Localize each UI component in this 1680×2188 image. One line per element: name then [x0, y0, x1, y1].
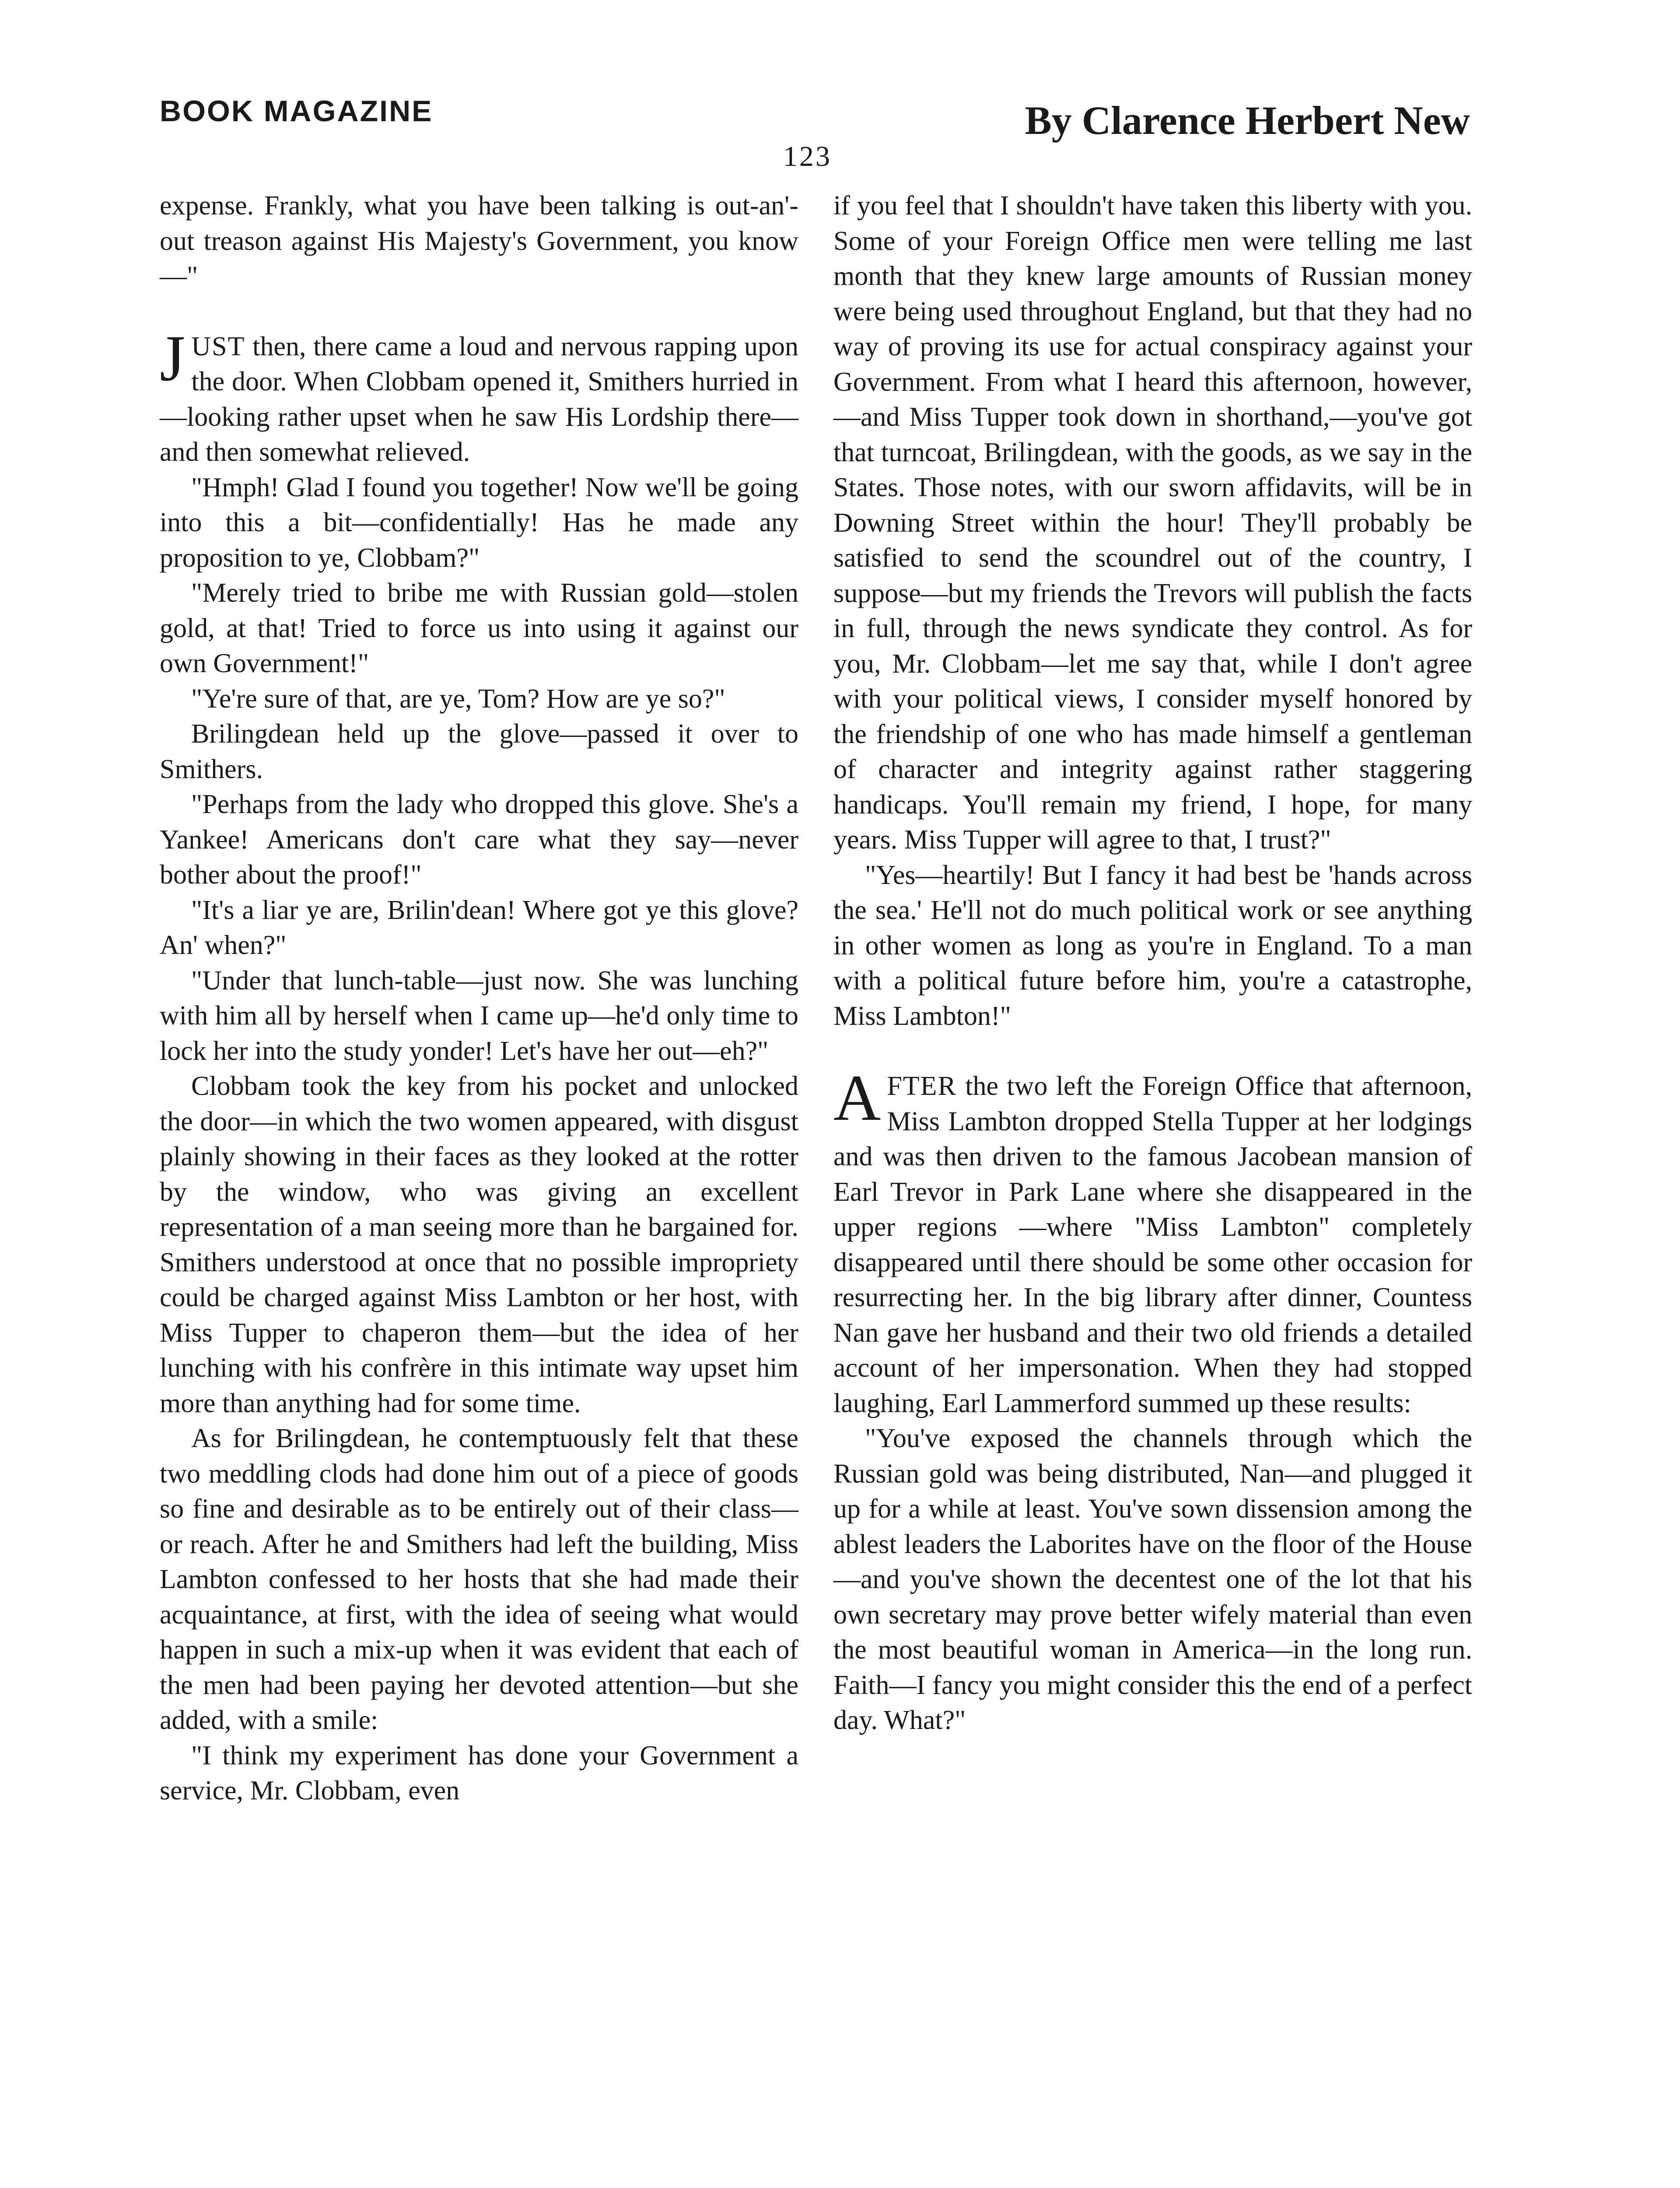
paragraph: "Under that lunch-table—just now. She was lunching with him all by herself when I came up—he'd only time to lock her into the study yonder! Let's have her out—eh?" [160, 965, 798, 1066]
paragraph: "It's a liar ye are, Brilin'dean! Where got ye this glove? An' when?" [160, 895, 798, 960]
paragraph: "Ye're sure of that, are ye, Tom? How are ye so?" [191, 684, 725, 714]
paragraph: "You've exposed the channels through which the Russian gold was being distributed, Nan—and plugged it up for a while at least. You've sown dissension among the ablest leaders the Laborites have on the floor of the House—and you've shown the decentest one of the lot that his own secretary may prove better wifely material than even the most beautiful woman in America—in the long run. Faith—I fancy you might consider this the end of a perfect day. What?" [833, 1424, 1472, 1735]
paragraph: Brilingdean held up the glove—passed it over to Smithers. [160, 719, 798, 784]
paragraph: expense. Frankly, what you have been talking is out-an'-out treason against His Majesty's Government, you know—" [160, 191, 798, 291]
drop-cap: A [833, 1062, 881, 1134]
paragraph: "I think my experiment has done your Government a service, Mr. Clobbam, even [160, 1740, 798, 1806]
paragraph: "Perhaps from the lady who dropped this glove. She's a Yankee! Americans don't care what they say—never bother about the proof!" [160, 789, 798, 890]
paragraph: "Yes—heartily! But I fancy it had best be 'hands across the sea.' He'll not do much political work or see anything in other women as long as you're in England. To a man with a political future before him, you're a catastrophe, Miss Lambton!" [833, 860, 1472, 1031]
paragraph-dropcap [160, 322, 798, 470]
paragraph: Clobbam took the key from his pocket and unlocked the door—in which the two women appeared, with disgust plainly showing in their faces as they looked at the rotter by the window, who was giving an excellent representation of a man seeing more than he bargained for. Smithers understood at once that no possible impropriety could be charged against Miss Lambton or her host, with Miss Tupper to chaperon them—but the idea of her lunching with his confrère in this intimate way upset him more than anything had for some time. [160, 1071, 798, 1418]
paragraph: "Hmph! Glad I found you together! Now we'll be going into this a bit—confidentially! Has he made any proposition to ye, Clobbam?" [160, 472, 798, 573]
small-caps-lead: UST [191, 331, 245, 361]
page-number: 123 [783, 140, 832, 172]
paragraph-text: then, there came a loud and nervous rapping upon the door. When Clobbam opened it, Smithers hurried in—looking rather upset when he saw His Lordship there—and then somewhat relieved. [160, 331, 798, 467]
right-column [833, 188, 1472, 1738]
paragraph-text: the two left the Foreign Office that afternoon, Miss Lambton dropped Stella Tupper at her lodgings and was then driven to the famous Jacobean mansion of Earl Trevor in Park Lane where she disappeared in the upper regions —where "Miss Lambton" completely disappeared until there should be some other occasion for resurrecting her. In the big library after dinner, Countess Nan gave her husband and their two old friends a detailed account of her impersonation. When they had stopped laughing, Earl Lammerford summed up these results: [833, 1071, 1472, 1418]
left-column [160, 188, 798, 1809]
small-caps-lead: FTER [887, 1071, 957, 1101]
paragraph: As for Brilingdean, he contemptuously felt that these two meddling clods had done him out of a piece of goods so fine and desirable as to be entirely out of their class—or reach. After he and Smithers had left the building, Miss Lambton confessed to her hosts that she had made their acquaintance, at first, with the idea of seeing what would happen in such a mix-up when it was evident that each of the men had been paying her devoted attention—but she added, with a smile: [160, 1424, 798, 1735]
magazine-title: BOOK MAGAZINE [160, 95, 433, 128]
drop-cap: J [160, 322, 186, 395]
paragraph: if you feel that I shouldn't have taken this liberty with you. Some of your Foreign Office men were telling me last month that they knew large amounts of Russian money were being used throughout England, but that they had no way of proving its use for actual conspiracy against your Government. From what I heard this afternoon, however,—and Miss Tupper took down in shorthand,—you've got that turncoat, Brilingdean, with the goods, as we say in the States. Those notes, with our sworn affidavits, will be in Downing Street within the hour! They'll probably be satisfied to send the scoundrel out of the country, I suppose—but my friends the Trevors will publish the facts in full, through the news syndicate they control. As for you, Mr. Clobbam—let me say that, while I don't agree with your political views, I consider myself honored by the friendship of one who has made himself a gentleman of character and integrity against rather staggering handicaps. You'll remain my friend, I hope, for many years. Miss Tupper will agree to that, I trust?" [833, 191, 1472, 855]
author-byline: By Clarence Herbert New [1025, 98, 1470, 143]
paragraph: "Merely tried to bribe me with Russian gold—stolen gold, at that! Tried to force us into using it against our own Government!" [160, 578, 798, 678]
paragraph-dropcap [833, 1062, 1472, 1421]
